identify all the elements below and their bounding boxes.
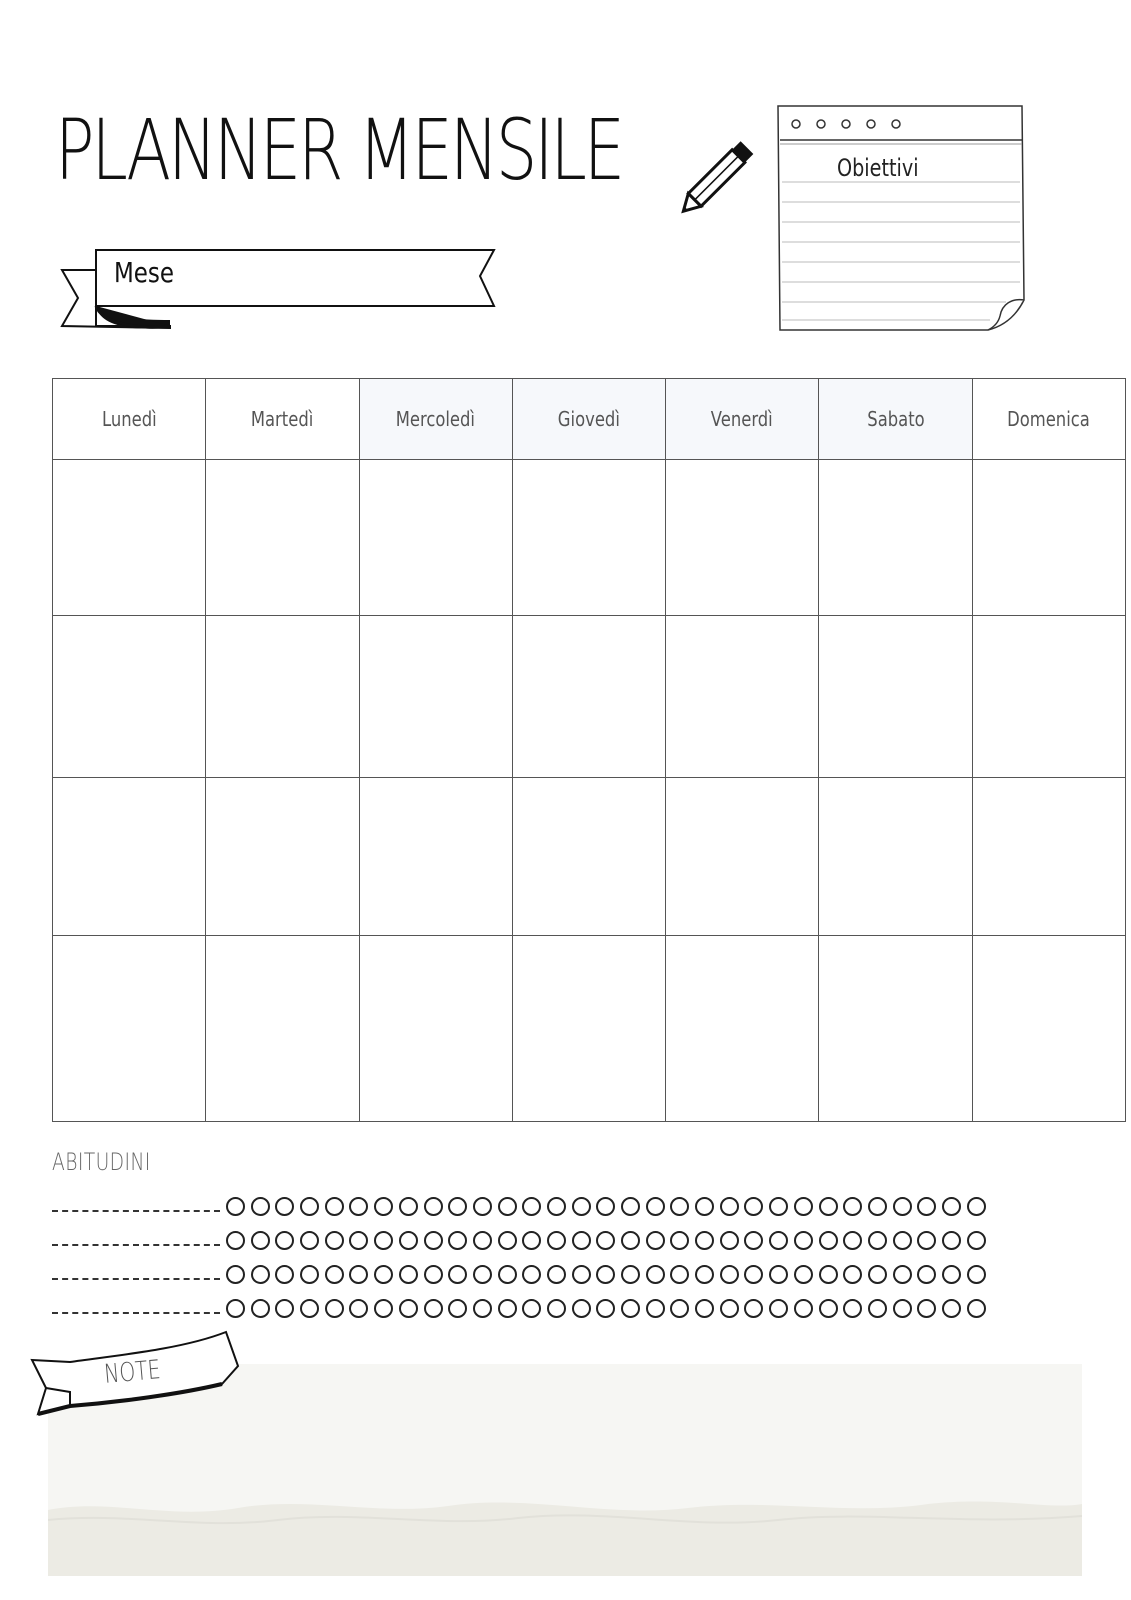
habit-check-circle[interactable] <box>596 1265 615 1284</box>
habit-check-circle[interactable] <box>275 1197 294 1216</box>
habit-check-circle[interactable] <box>547 1197 566 1216</box>
habit-row <box>52 1295 986 1321</box>
habit-check-circle[interactable] <box>868 1265 887 1284</box>
habit-check-circle[interactable] <box>720 1231 739 1250</box>
habit-check-circle[interactable] <box>670 1231 689 1250</box>
habit-check-circle[interactable] <box>967 1197 986 1216</box>
habit-check-circle[interactable] <box>794 1265 813 1284</box>
habit-tracker-circles <box>226 1299 986 1318</box>
habit-check-circle[interactable] <box>917 1231 936 1250</box>
habit-check-circle[interactable] <box>893 1299 912 1318</box>
habit-check-circle[interactable] <box>374 1299 393 1318</box>
calendar-day-cell[interactable] <box>359 616 512 778</box>
habit-check-circle[interactable] <box>621 1197 640 1216</box>
calendar-day-cell[interactable] <box>666 460 819 616</box>
habit-check-circle[interactable] <box>942 1231 961 1250</box>
habit-name-line[interactable] <box>52 1278 220 1280</box>
habit-check-circle[interactable] <box>300 1265 319 1284</box>
habit-check-circle[interactable] <box>522 1197 541 1216</box>
calendar-header-row <box>53 379 1126 460</box>
calendar-day-cell[interactable] <box>206 936 359 1122</box>
habit-check-circle[interactable] <box>868 1299 887 1318</box>
habit-check-circle[interactable] <box>275 1265 294 1284</box>
calendar-day-cell[interactable] <box>666 616 819 778</box>
calendar-day-cell[interactable] <box>512 616 665 778</box>
habit-check-circle[interactable] <box>720 1265 739 1284</box>
habit-check-circle[interactable] <box>794 1197 813 1216</box>
habit-check-circle[interactable] <box>572 1231 591 1250</box>
habit-check-circle[interactable] <box>720 1299 739 1318</box>
calendar-day-cell[interactable] <box>819 616 972 778</box>
habit-check-circle[interactable] <box>251 1197 270 1216</box>
habit-name-line[interactable] <box>52 1312 220 1314</box>
habit-check-circle[interactable] <box>399 1299 418 1318</box>
habit-check-circle[interactable] <box>399 1265 418 1284</box>
habit-check-circle[interactable] <box>744 1299 763 1318</box>
habit-check-circle[interactable] <box>226 1231 245 1250</box>
day-header-wednesday: Mercoledì <box>359 379 512 460</box>
habit-check-circle[interactable] <box>942 1299 961 1318</box>
habit-check-circle[interactable] <box>473 1231 492 1250</box>
habit-check-circle[interactable] <box>226 1299 245 1318</box>
habits-title: ABITUDINI <box>52 1148 151 1176</box>
calendar-week-row <box>53 460 1126 616</box>
habit-check-circle[interactable] <box>868 1197 887 1216</box>
goals-label: Obiettivi <box>837 154 919 182</box>
habit-check-circle[interactable] <box>349 1197 368 1216</box>
monthly-calendar-grid <box>52 378 1126 1122</box>
habit-row <box>52 1227 986 1253</box>
habit-check-circle[interactable] <box>621 1231 640 1250</box>
pencil-icon <box>668 128 768 228</box>
calendar-day-cell[interactable] <box>819 778 972 936</box>
habit-check-circle[interactable] <box>374 1197 393 1216</box>
habit-check-circle[interactable] <box>374 1231 393 1250</box>
habit-check-circle[interactable] <box>596 1299 615 1318</box>
habit-check-circle[interactable] <box>547 1299 566 1318</box>
habit-check-circle[interactable] <box>251 1299 270 1318</box>
habit-check-circle[interactable] <box>917 1299 936 1318</box>
habit-check-circle[interactable] <box>621 1265 640 1284</box>
habit-check-circle[interactable] <box>720 1197 739 1216</box>
torn-paper-texture <box>48 1490 1082 1576</box>
goals-notepad <box>776 104 1028 336</box>
habit-check-circle[interactable] <box>695 1265 714 1284</box>
calendar-day-cell[interactable] <box>972 936 1125 1122</box>
habit-check-circle[interactable] <box>424 1197 443 1216</box>
calendar-day-cell[interactable] <box>972 778 1125 936</box>
habit-check-circle[interactable] <box>448 1197 467 1216</box>
habit-tracker-circles <box>226 1265 986 1284</box>
habit-name-line[interactable] <box>52 1210 220 1212</box>
habit-tracker-circles <box>226 1231 986 1250</box>
habit-check-circle[interactable] <box>794 1299 813 1318</box>
page-title: PLANNER MENSILE <box>55 101 623 199</box>
habit-check-circle[interactable] <box>646 1231 665 1250</box>
habit-check-circle[interactable] <box>374 1265 393 1284</box>
calendar-day-cell[interactable] <box>53 616 206 778</box>
notes-label: NOTE <box>103 1355 162 1390</box>
habit-check-circle[interactable] <box>942 1265 961 1284</box>
habit-row <box>52 1193 986 1219</box>
habit-check-circle[interactable] <box>424 1265 443 1284</box>
day-header-tuesday: Martedì <box>206 379 359 460</box>
habit-check-circle[interactable] <box>819 1197 838 1216</box>
habit-check-circle[interactable] <box>300 1231 319 1250</box>
habit-check-circle[interactable] <box>868 1231 887 1250</box>
habit-check-circle[interactable] <box>646 1299 665 1318</box>
calendar-day-cell[interactable] <box>206 616 359 778</box>
calendar-day-cell[interactable] <box>972 616 1125 778</box>
habit-check-circle[interactable] <box>498 1231 517 1250</box>
calendar-day-cell[interactable] <box>512 460 665 616</box>
habit-check-circle[interactable] <box>942 1197 961 1216</box>
habit-check-circle[interactable] <box>769 1299 788 1318</box>
habit-check-circle[interactable] <box>819 1231 838 1250</box>
habit-check-circle[interactable] <box>349 1265 368 1284</box>
calendar-day-cell[interactable] <box>512 778 665 936</box>
habit-row <box>52 1261 986 1287</box>
habit-check-circle[interactable] <box>670 1265 689 1284</box>
habit-check-circle[interactable] <box>498 1197 517 1216</box>
habit-check-circle[interactable] <box>522 1231 541 1250</box>
habit-check-circle[interactable] <box>917 1265 936 1284</box>
calendar-day-cell[interactable] <box>53 936 206 1122</box>
habit-check-circle[interactable] <box>448 1299 467 1318</box>
calendar-day-cell[interactable] <box>359 778 512 936</box>
habit-check-circle[interactable] <box>325 1231 344 1250</box>
habit-check-circle[interactable] <box>349 1231 368 1250</box>
calendar-week-row <box>53 936 1126 1122</box>
habit-check-circle[interactable] <box>596 1197 615 1216</box>
habit-check-circle[interactable] <box>325 1265 344 1284</box>
habit-check-circle[interactable] <box>498 1265 517 1284</box>
habit-check-circle[interactable] <box>843 1265 862 1284</box>
habit-check-circle[interactable] <box>300 1299 319 1318</box>
habit-check-circle[interactable] <box>399 1197 418 1216</box>
habit-check-circle[interactable] <box>646 1197 665 1216</box>
habit-check-circle[interactable] <box>646 1265 665 1284</box>
habit-check-circle[interactable] <box>819 1299 838 1318</box>
habit-check-circle[interactable] <box>819 1265 838 1284</box>
calendar-day-cell[interactable] <box>53 460 206 616</box>
habit-check-circle[interactable] <box>967 1231 986 1250</box>
calendar-day-cell[interactable] <box>666 936 819 1122</box>
habit-check-circle[interactable] <box>275 1299 294 1318</box>
habit-check-circle[interactable] <box>522 1265 541 1284</box>
habit-check-circle[interactable] <box>794 1231 813 1250</box>
habit-check-circle[interactable] <box>967 1265 986 1284</box>
calendar-day-cell[interactable] <box>819 460 972 616</box>
calendar-day-cell[interactable] <box>666 778 819 936</box>
calendar-day-cell[interactable] <box>359 936 512 1122</box>
day-header-monday: Lunedì <box>53 379 206 460</box>
habit-check-circle[interactable] <box>843 1299 862 1318</box>
calendar-day-cell[interactable] <box>972 460 1125 616</box>
habit-check-circle[interactable] <box>424 1231 443 1250</box>
habit-check-circle[interactable] <box>300 1197 319 1216</box>
habit-check-circle[interactable] <box>473 1265 492 1284</box>
habit-check-circle[interactable] <box>769 1265 788 1284</box>
habit-check-circle[interactable] <box>572 1265 591 1284</box>
habit-check-circle[interactable] <box>893 1197 912 1216</box>
habit-check-circle[interactable] <box>695 1299 714 1318</box>
habit-check-circle[interactable] <box>744 1265 763 1284</box>
calendar-day-cell[interactable] <box>53 778 206 936</box>
calendar-day-cell[interactable] <box>206 460 359 616</box>
habit-check-circle[interactable] <box>917 1197 936 1216</box>
habit-check-circle[interactable] <box>744 1231 763 1250</box>
day-header-thursday: Giovedì <box>512 379 665 460</box>
habit-check-circle[interactable] <box>473 1197 492 1216</box>
habit-check-circle[interactable] <box>596 1231 615 1250</box>
habit-tracker-circles <box>226 1197 986 1216</box>
day-header-sunday: Domenica <box>972 379 1125 460</box>
habit-check-circle[interactable] <box>893 1231 912 1250</box>
habit-check-circle[interactable] <box>843 1231 862 1250</box>
habit-check-circle[interactable] <box>399 1231 418 1250</box>
habit-check-circle[interactable] <box>522 1299 541 1318</box>
habit-check-circle[interactable] <box>769 1197 788 1216</box>
day-header-saturday: Sabato <box>819 379 972 460</box>
habit-check-circle[interactable] <box>424 1299 443 1318</box>
habit-check-circle[interactable] <box>498 1299 517 1318</box>
calendar-day-cell[interactable] <box>206 778 359 936</box>
habit-check-circle[interactable] <box>695 1231 714 1250</box>
habit-check-circle[interactable] <box>695 1197 714 1216</box>
habit-check-circle[interactable] <box>251 1265 270 1284</box>
habit-check-circle[interactable] <box>967 1299 986 1318</box>
day-header-friday: Venerdì <box>666 379 819 460</box>
habit-check-circle[interactable] <box>744 1197 763 1216</box>
calendar-day-cell[interactable] <box>512 936 665 1122</box>
habit-check-circle[interactable] <box>670 1197 689 1216</box>
calendar-day-cell[interactable] <box>819 936 972 1122</box>
habit-check-circle[interactable] <box>251 1231 270 1250</box>
habit-check-circle[interactable] <box>325 1299 344 1318</box>
habit-check-circle[interactable] <box>621 1299 640 1318</box>
habit-check-circle[interactable] <box>226 1197 245 1216</box>
calendar-day-cell[interactable] <box>359 460 512 616</box>
habit-check-circle[interactable] <box>448 1265 467 1284</box>
habit-check-circle[interactable] <box>769 1231 788 1250</box>
habit-name-line[interactable] <box>52 1244 220 1246</box>
month-label: Mese <box>114 256 175 289</box>
habit-check-circle[interactable] <box>226 1265 245 1284</box>
habit-check-circle[interactable] <box>325 1197 344 1216</box>
habit-check-circle[interactable] <box>572 1197 591 1216</box>
habit-check-circle[interactable] <box>448 1231 467 1250</box>
habit-check-circle[interactable] <box>275 1231 294 1250</box>
habit-check-circle[interactable] <box>843 1197 862 1216</box>
habit-check-circle[interactable] <box>572 1299 591 1318</box>
habit-check-circle[interactable] <box>349 1299 368 1318</box>
habit-check-circle[interactable] <box>893 1265 912 1284</box>
habit-check-circle[interactable] <box>547 1231 566 1250</box>
habit-check-circle[interactable] <box>547 1265 566 1284</box>
calendar-week-row <box>53 616 1126 778</box>
calendar-week-row <box>53 778 1126 936</box>
habit-check-circle[interactable] <box>670 1299 689 1318</box>
habit-check-circle[interactable] <box>473 1299 492 1318</box>
